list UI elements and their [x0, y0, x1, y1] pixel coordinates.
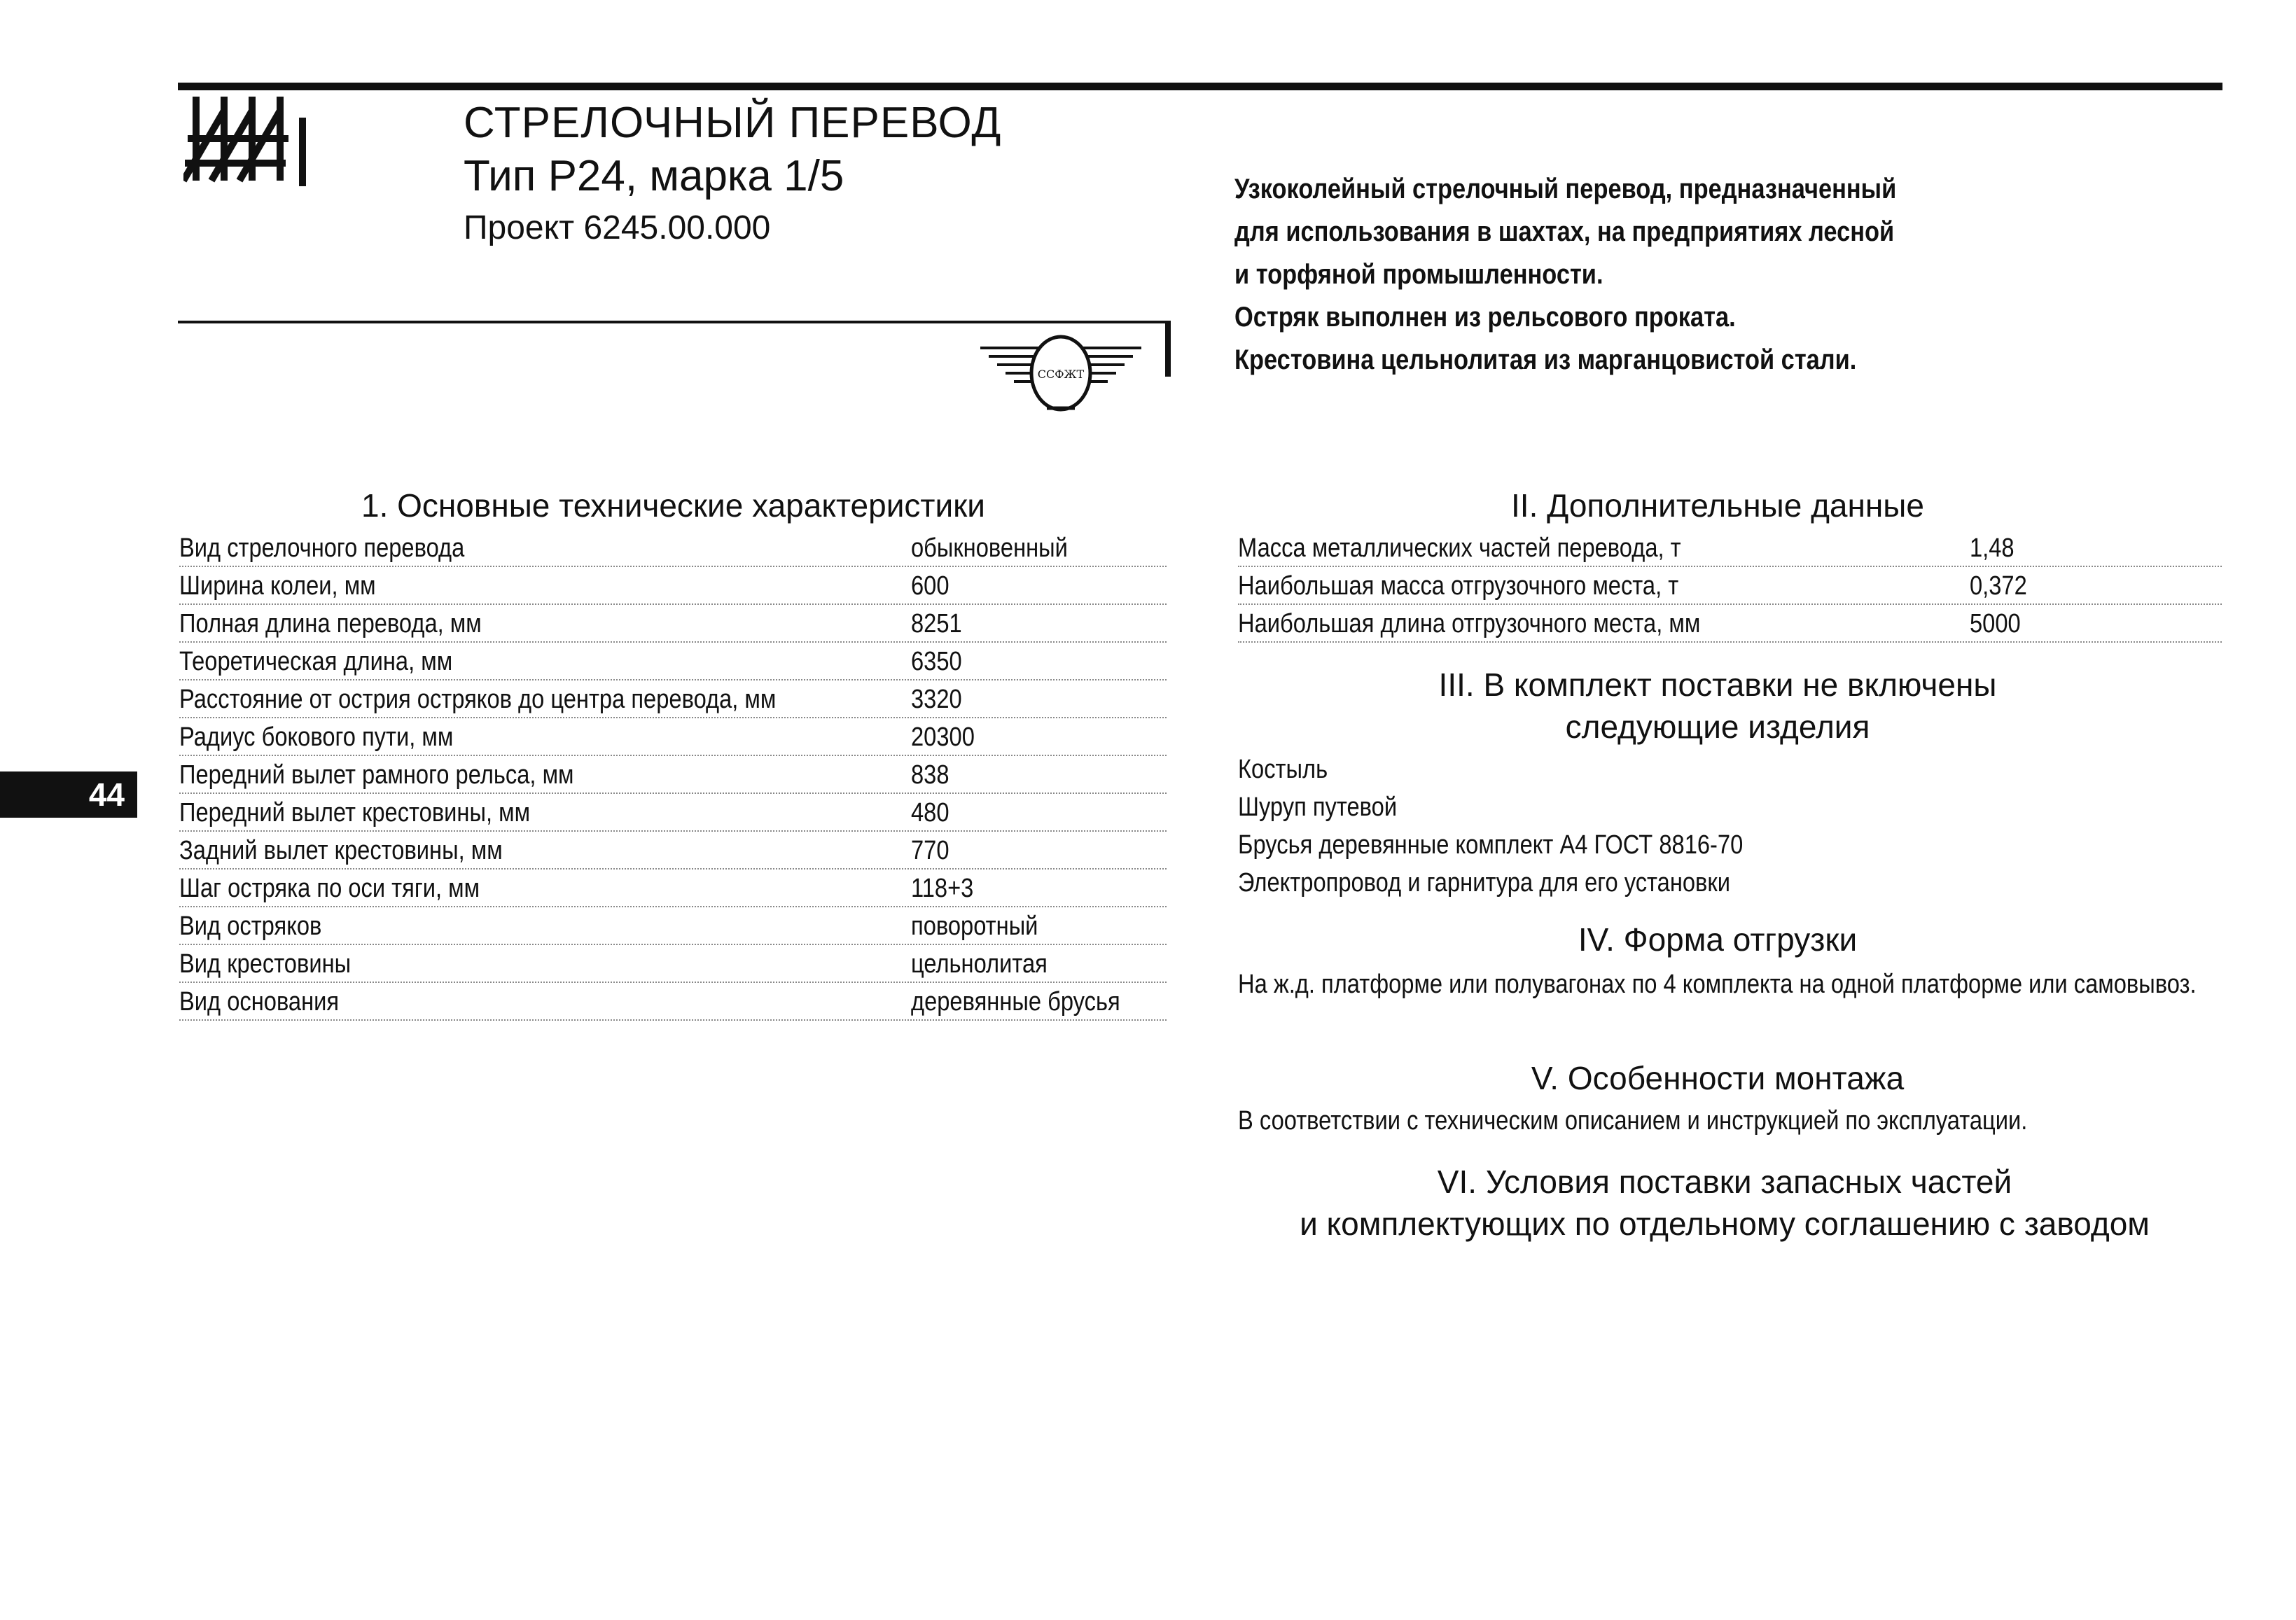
table-row: [1238, 605, 2222, 643]
main-specs-table: [179, 529, 1167, 1021]
row-label: Передний вылет крестовины, мм: [179, 798, 531, 828]
row-label: Полная длина перевода, мм: [179, 609, 482, 638]
row-value: 5000: [1970, 609, 2021, 638]
row-value: 600: [911, 571, 949, 601]
header-divider-tick: [1165, 321, 1171, 377]
additional-data-table: [1238, 529, 2222, 643]
shipping-form-paragraph: На ж.д. платформе или полувагонах по 4 комплекта на одной платформе или самовывоз.: [1238, 970, 2197, 999]
row-value: 0,372: [1970, 571, 2027, 601]
row-value: деревянные брусья: [911, 987, 1120, 1017]
table-row: [1238, 529, 2222, 567]
project-subtitle: Проект 6245.00.000: [464, 209, 771, 246]
row-label: Задний вылет крестовины, мм: [179, 836, 503, 865]
row-value: 6350: [911, 647, 962, 676]
table-row: [179, 756, 1167, 794]
section-4-heading: IV. Форма отгрузки: [1578, 921, 1858, 958]
row-label: Вид остряков: [179, 912, 322, 941]
row-label: Шаг остряка по оси тяги, мм: [179, 874, 480, 903]
row-label: Вид основания: [179, 987, 340, 1017]
section-2-heading: II. Дополнительные данные: [1511, 487, 1924, 524]
row-value: обыкновенный: [911, 533, 1068, 563]
section-6-heading-line2: и комплектующих по отдельному соглашению с заводом: [1300, 1206, 2150, 1242]
section-3-heading-line2: следующие изделия: [1565, 708, 1870, 745]
excluded-items-list: [1238, 750, 1825, 902]
row-value: 1,48: [1970, 533, 2015, 563]
title-block: [464, 97, 1001, 251]
row-value: 8251: [911, 609, 962, 638]
section-3-heading: III. В комплект поставки не включены: [1438, 666, 1997, 703]
section-5-heading: V. Особенности монтажа: [1531, 1060, 1905, 1096]
row-label: Наибольшая длина отгрузочного места, мм: [1238, 609, 1701, 638]
table-row: [179, 529, 1167, 567]
row-value: поворотный: [911, 912, 1038, 941]
table-row: [179, 605, 1167, 643]
table-row: [179, 945, 1167, 983]
row-label: Передний вылет рамного рельса, мм: [179, 760, 574, 790]
row-value: 3320: [911, 685, 962, 714]
table-row: [179, 870, 1167, 907]
top-rule: [178, 83, 2222, 90]
row-value: цельнолитая: [911, 949, 1048, 979]
row-label: Вид крестовины: [179, 949, 352, 979]
table-row: [179, 643, 1167, 680]
table-row: [179, 983, 1167, 1021]
row-value: 118+3: [911, 874, 974, 903]
description-line: Узкоколейный стрелочный перевод, предназначенный: [1234, 174, 1897, 204]
section-6-heading: VI. Условия поставки запасных частей: [1437, 1164, 2012, 1200]
row-value: 480: [911, 798, 949, 828]
type-subtitle: Тип Р24, марка 1/5: [464, 152, 844, 200]
row-label: Теоретическая длина, мм: [179, 647, 453, 676]
row-label: Масса металлических частей перевода, т: [1238, 533, 1681, 563]
list-item: Шуруп путевой: [1238, 792, 1398, 822]
row-label: Наибольшая масса отгрузочного места, т: [1238, 571, 1679, 601]
page-title: СТРЕЛОЧНЫЙ ПЕРЕВОД: [464, 99, 1002, 147]
table-row: [179, 567, 1167, 605]
row-value: 770: [911, 836, 949, 865]
emblem-text: ССФЖТ: [1037, 368, 1085, 381]
list-item: Костыль: [1238, 755, 1328, 784]
row-label: Радиус бокового пути, мм: [179, 722, 454, 752]
shipping-form-text: [1238, 965, 2222, 1004]
winged-emblem-icon: [973, 333, 1148, 417]
rail-logo-icon: [183, 97, 309, 188]
page-number-badge: 44: [0, 771, 137, 818]
description-line: для использования в шахтах, на предприятиях лесной: [1234, 216, 1895, 247]
row-value: 20300: [911, 722, 975, 752]
table-row: [179, 907, 1167, 945]
product-description: [1234, 168, 2066, 382]
list-item: Электропровод и гарнитура для его установки: [1238, 868, 1730, 898]
row-label: Расстояние от острия остряков до центра перевода, мм: [179, 685, 777, 714]
table-row: [179, 832, 1167, 870]
section-1-heading: 1. Основные технические характеристики: [361, 487, 985, 524]
table-row: [179, 680, 1167, 718]
row-label: Ширина колеи, мм: [179, 571, 376, 601]
table-row: [179, 718, 1167, 756]
header-divider: [178, 321, 1169, 323]
description-line: Остряк выполнен из рельсового проката.: [1234, 302, 1736, 333]
description-line: и торфяной промышленности.: [1234, 259, 1603, 290]
row-label: Вид стрелочного перевода: [179, 533, 465, 563]
mounting-text: В соответствии с техническим описанием и инструкцией по эксплуатации.: [1238, 1106, 2028, 1136]
table-row: [179, 794, 1167, 832]
row-value: 838: [911, 760, 949, 790]
list-item: Брусья деревянные комплект А4 ГОСТ 8816-70: [1238, 830, 1744, 860]
description-line: Крестовина цельнолитая из марганцовистой стали.: [1234, 344, 1857, 375]
table-row: [1238, 567, 2222, 605]
